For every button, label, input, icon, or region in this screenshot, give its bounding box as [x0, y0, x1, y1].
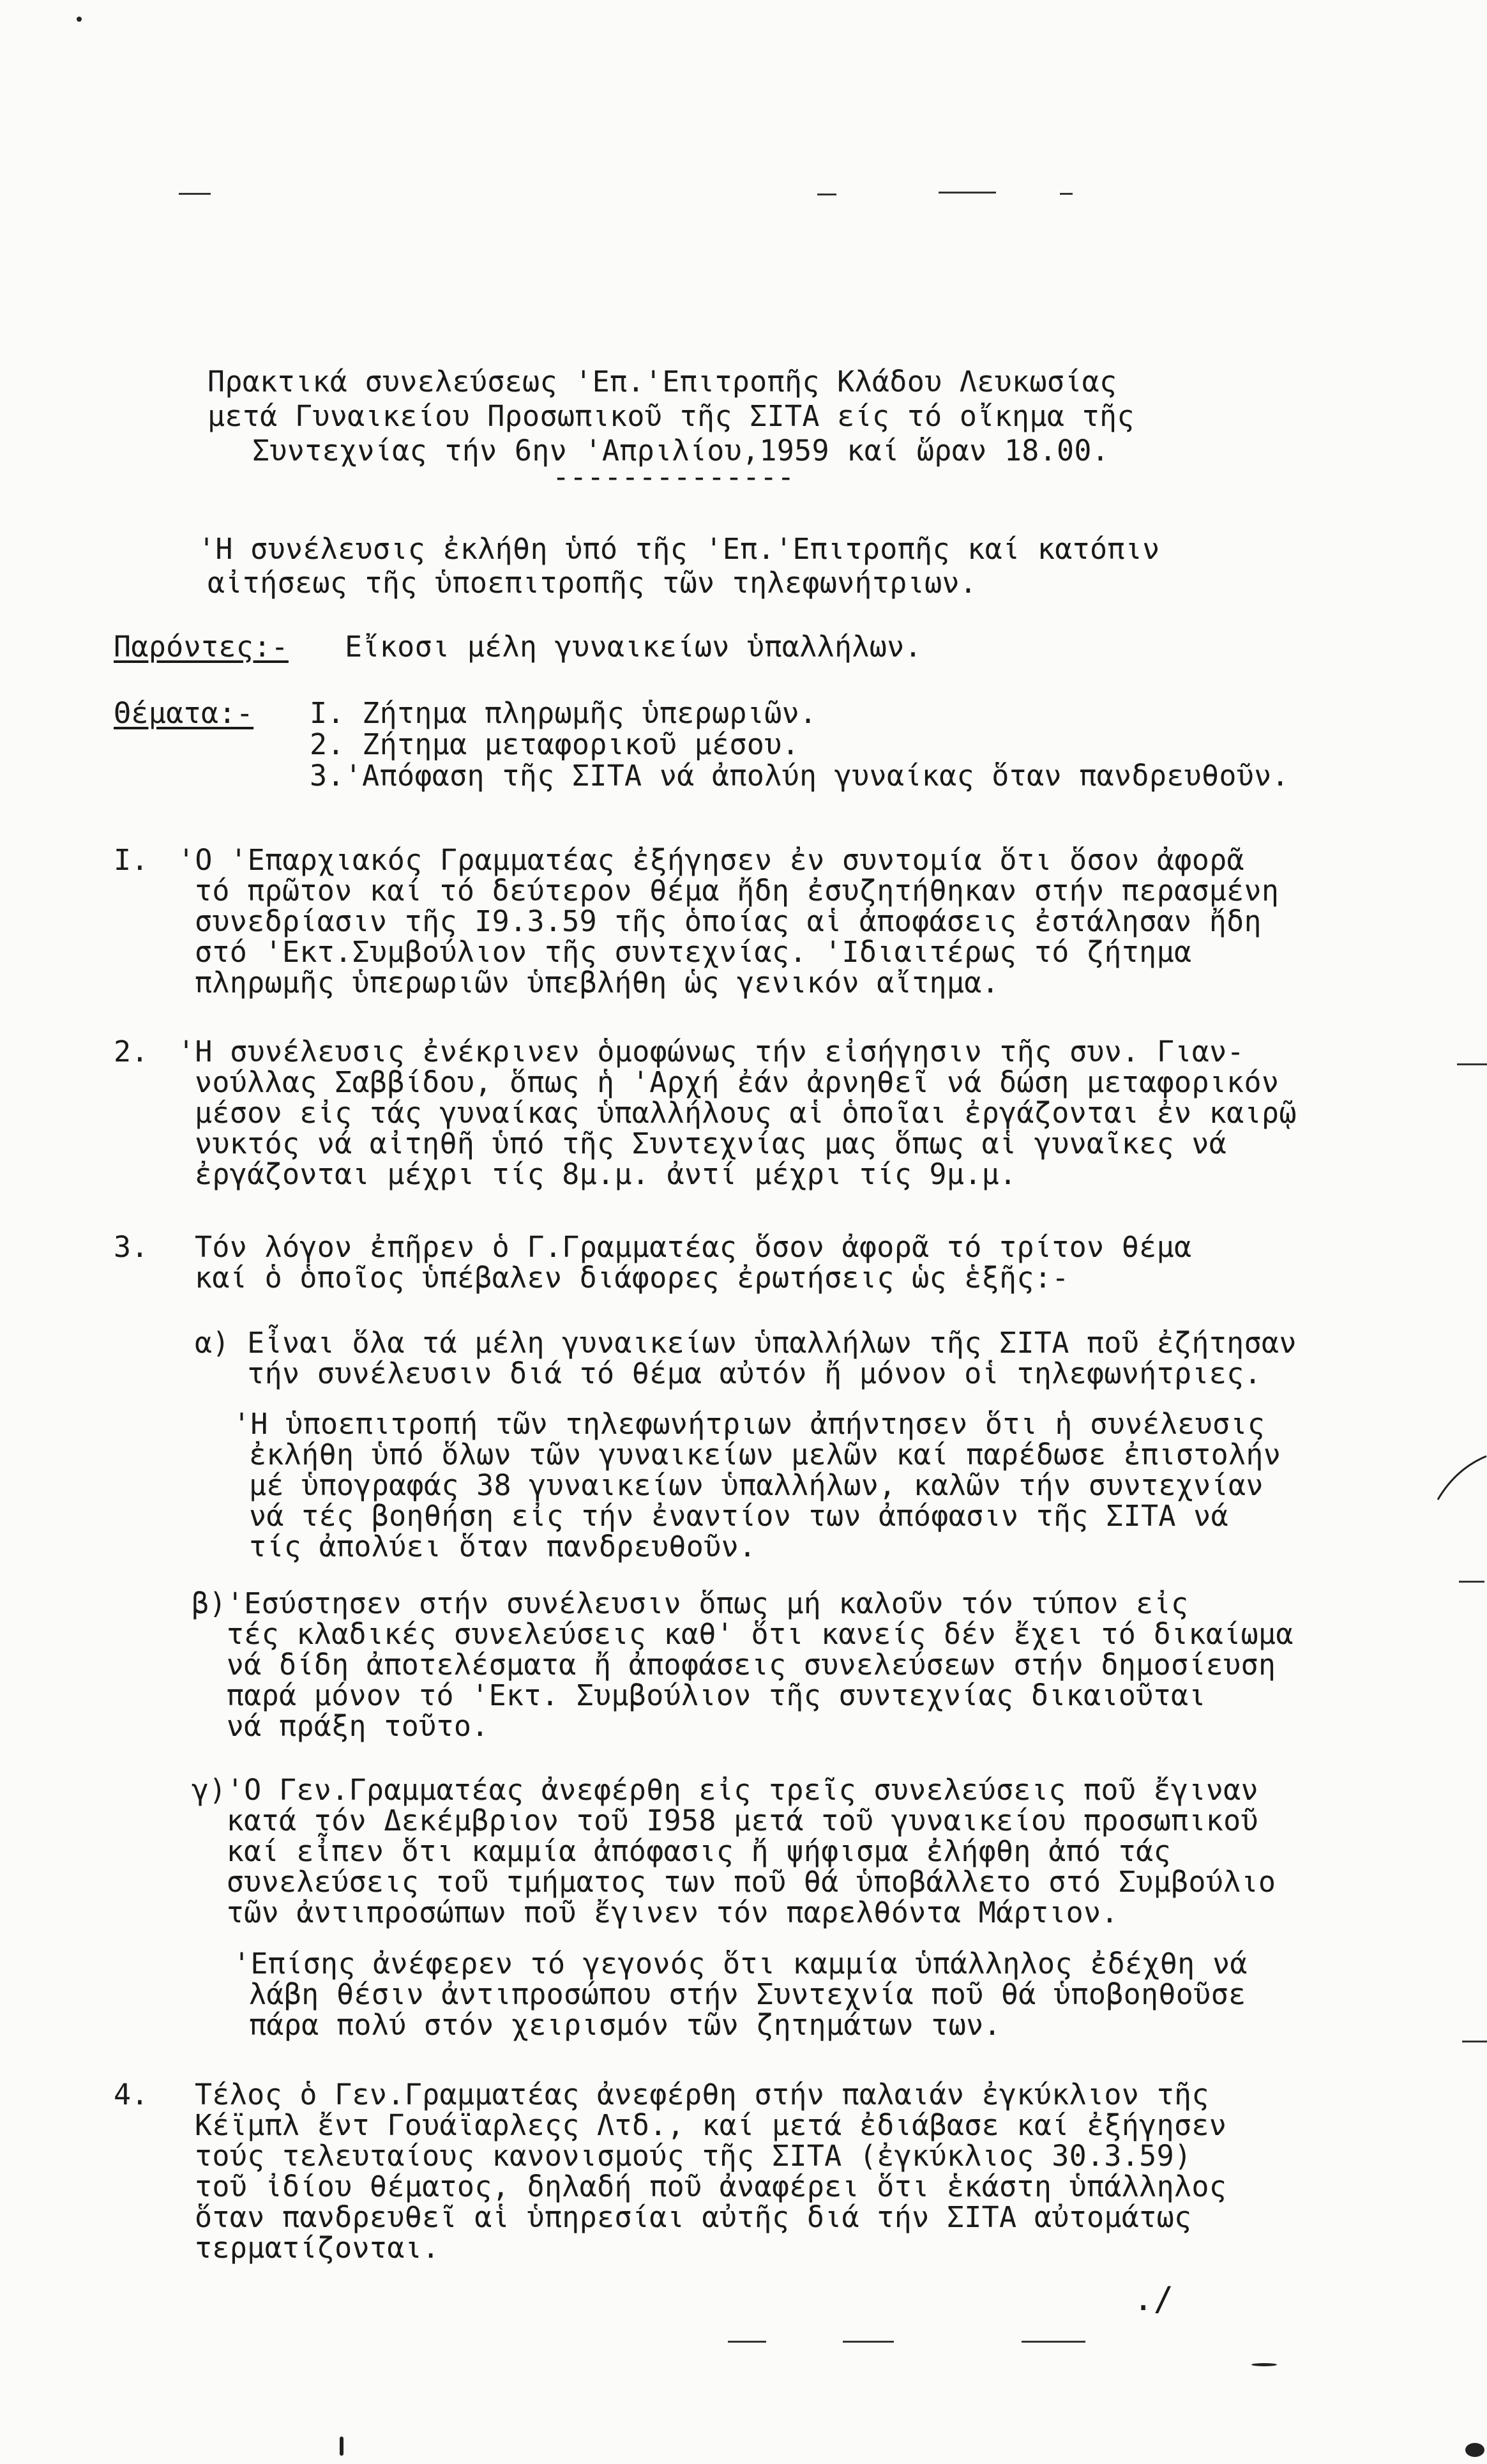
continuation-mark: ./ [1133, 2280, 1174, 2318]
scan-mark [817, 194, 836, 195]
scan-speck [1465, 2443, 1484, 2457]
topic-item: 2. Ζήτημα μεταφορικοῦ μέσου. [310, 727, 799, 761]
section-3-line: καί ὁ ὁποῖος ὑπέβαλεν διάφορες ἐρωτήσεις ὡς ἑξῆς:- [195, 1261, 1069, 1295]
section-1-line: στό 'Εκτ.Συμβούλιον τῆς συντεχνίας. 'Ιδιαιτέρως τό ζήτημα [195, 935, 1192, 969]
scan-mark [843, 2341, 894, 2343]
section-4-line: ὅταν πανδρευθεῖ αἱ ὑπηρεσίαι αὐτῆς διά τήν ΣΙΤΑ αὐτομάτως [195, 2200, 1192, 2234]
section-1-line: πληρωμῆς ὑπερωριῶν ὑπεβλήθη ὡς γενικόν αἴτημα. [195, 966, 1000, 1000]
section-2-line: μέσον εἰς τάς γυναίκας ὑπαλλήλους αἱ ὁποῖαι ἐργάζονται ἐν καιρῷ [195, 1096, 1297, 1130]
topic-item: Ι. Ζήτημα πληρωμῆς ὑπερωριῶν. [310, 696, 817, 730]
topic-item: 3.'Απόφαση τῆς ΣΙΤΑ νά ἀπολύη γυναίκας ὅταν πανδρευθοῦν. [310, 759, 1289, 793]
scan-mark [1462, 2041, 1487, 2042]
section-2-line: ἐργάζονται μέχρι τίς 8μ.μ. ἀντί μέχρι τίς 9μ.μ. [195, 1157, 1017, 1191]
scan-speck [77, 17, 82, 22]
section-3b-line: νά πράξη τοῦτο. [192, 1709, 489, 1743]
scan-curve [1437, 1450, 1487, 1501]
scan-mark [939, 192, 996, 194]
section-3a-line: α) Εἶναι ὅλα τά μέλη γυναικείων ὑπαλλήλων τῆς ΣΙΤΑ ποῦ ἐζήτησαν [195, 1326, 1297, 1360]
section-number: 3. [114, 1230, 149, 1264]
section-3c-more-line: λάβη θέσιν ἀντιπροσώπου στήν Συντεχνία ποῦ θά ὑποβοηθοῦσε [249, 1977, 1246, 2011]
present-label: Παρόντες:- [114, 630, 289, 664]
scan-mark [1459, 1581, 1484, 1583]
present-text: Εἴκοσι μέλη γυναικείων ὑπαλλήλων. [345, 630, 922, 664]
section-3c-more-line: πάρα πολύ στόν χειρισμόν τῶν ζητημάτων των. [249, 2008, 1001, 2042]
section-4-line: Τέλος ὁ Γεν.Γραμματέας ἀνεφέρθη στήν παλαιάν ἐγκύκλιον τῆς [195, 2078, 1209, 2111]
header-rule: -------------- [552, 460, 795, 494]
section-3c-more-line: 'Επίσης ἀνέφερεν τό γεγονός ὅτι καμμία ὑπάλληλος ἐδέχθη νά [233, 1947, 1248, 1981]
section-3b-line: νά δίδη ἀποτελέσματα ἤ ἀποφάσεις συνελεύσεων στήν δημοσίευση [192, 1648, 1276, 1682]
scan-mark [1022, 2341, 1085, 2343]
scan-speck [1251, 2363, 1277, 2366]
section-3a-reply-line: 'Η ὑποεπιτροπή τῶν τηλεφωνήτριων ἀπήντησεν ὅτι ἡ συνέλευσις [233, 1407, 1265, 1441]
section-2-line: νούλλας Σαββίδου, ὅπως ἡ 'Αρχή ἐάν ἀρνηθεῖ νά δώση μεταφορικόν [195, 1065, 1279, 1099]
header-line-3: Συντεχνίας τήν 6ην 'Απριλίου,1959 καί ὥραν 18.00. [252, 434, 1110, 468]
section-number: Ι. [114, 843, 149, 877]
header-line-2: μετά Γυναικείου Προσωπικοῦ τῆς ΣΙΤΑ είς τό οἴκημα τῆς [208, 399, 1135, 433]
section-2-line: 'Η συνέλευσις ἐνέκρινεν ὁμοφώνως τήν εἰσήγησιν τῆς συν. Γιαν- [177, 1035, 1244, 1068]
intro-line-2: αἰτήσεως τῆς ὑποεπιτροπῆς τῶν τηλεφωνήτριων. [208, 566, 977, 600]
scan-mark [1457, 1063, 1487, 1065]
section-3a-reply-line: ἐκλήθη ὑπό ὅλων τῶν γυναικείων μελῶν καί παρέδωσε ἐπιστολήν [249, 1438, 1281, 1472]
section-4-line: Κέϊμπλ ἔντ Γουάϊαρλεςς Λτδ., καί μετά ἐδιάβασε καί ἐξήγησεν [195, 2108, 1227, 2142]
section-3a-reply-line: τίς ἀπολύει ὅταν πανδρευθοῦν. [249, 1530, 757, 1563]
section-3b-line: παρά μόνον τό 'Εκτ. Συμβούλιον τῆς συντεχνίας δικαιοῦται [192, 1678, 1206, 1712]
section-3c-line: συνελεύσεις τοῦ τμήματος των ποῦ θά ὑποβάλλετο στό Συμβούλιο [192, 1865, 1276, 1899]
section-3a-reply-line: μέ ὑπογραφάς 38 γυναικείων ὑπαλλήλων, καλῶν τήν συντεχνίαν [249, 1468, 1264, 1502]
section-3c-line: κατά τόν Δεκέμβριον τοῦ Ι958 μετά τοῦ γυναικείου προσωπικοῦ [192, 1804, 1258, 1837]
section-1-line: συνεδρίασιν τῆς Ι9.3.59 τῆς ὁποίας αἱ ἀποφάσεις ἐστάλησαν ἤδη [195, 904, 1262, 938]
section-4-line: τοῦ ἰδίου θέματος, δηλαδή ποῦ ἀναφέρει ὅτι ἑκάστη ὑπάλληλος [195, 2170, 1227, 2203]
section-1-line: 'Ο 'Επαρχιακός Γραμματέας ἐξήγησεν ἐν συντομία ὅτι ὅσον ἀφορᾶ [177, 843, 1244, 877]
header-line-1: Πρακτικά συνελεύσεως 'Επ.'Επιτροπῆς Κλάδου Λευκωσίας [208, 365, 1117, 399]
section-3-line: Τόν λόγον ἐπῆρεν ὁ Γ.Γραμματέας ὅσον ἀφορᾶ τό τρίτον θέμα [195, 1230, 1192, 1264]
section-2-line: νυκτός νά αἰτηθῆ ὑπό τῆς Συντεχνίας μας ὅπως αἱ γυναῖκες νά [195, 1127, 1227, 1160]
scan-speck [340, 2437, 343, 2456]
section-1-line: τό πρῶτον καί τό δεύτερον θέμα ἤδη ἐσυζητήθηκαν στήν περασμένη [195, 874, 1279, 908]
topics-label: Θέματα:- [114, 696, 254, 730]
section-number: 2. [114, 1035, 149, 1068]
scan-mark [179, 193, 211, 195]
section-3b-line: β)'Εσύστησεν στήν συνέλευσιν ὅπως μή καλοῦν τόν τύπον εἰς [192, 1586, 1189, 1620]
section-3c-line: τῶν ἀντιπροσώπων ποῦ ἔγινεν τόν παρελθόντα Μάρτιον. [192, 1896, 1119, 1929]
section-3b-line: τές κλαδικές συνελεύσεις καθ' ὅτι κανείς δέν ἔχει τό δικαίωμα [192, 1617, 1294, 1651]
scan-mark [1060, 193, 1073, 195]
section-3a-line: τήν συνέλευσιν διά τό θέμα αὐτόν ἤ μόνον οἱ τηλεφωνήτριες. [195, 1357, 1262, 1390]
section-3a-reply-line: νά τές βοηθήση εἰς τήν ἐναντίον των ἀπόφασιν τῆς ΣΙΤΑ νά [249, 1499, 1228, 1533]
section-4-line: τερματίζονται. [195, 2231, 440, 2265]
section-4-line: τούς τελευταίους κανονισμούς τῆς ΣΙΤΑ (ἐγκύκλιος 30.3.59) [195, 2139, 1192, 2173]
scan-mark [728, 2341, 766, 2343]
section-3c-line: καί εἶπεν ὅτι καμμία ἀπόφασις ἤ ψήφισμα ἐλήφθη ἀπό τάς [192, 1834, 1171, 1868]
section-3c-line: γ)'Ο Γεν.Γραμματέας ἀνεφέρθη εἰς τρεῖς συνελεύσεις ποῦ ἔγιναν [192, 1773, 1258, 1807]
intro-line-1: 'Η συνέλευσις ἐκλήθη ὑπό τῆς 'Επ.'Επιτροπῆς καί κατόπιν [198, 532, 1160, 566]
section-number: 4. [114, 2078, 149, 2111]
